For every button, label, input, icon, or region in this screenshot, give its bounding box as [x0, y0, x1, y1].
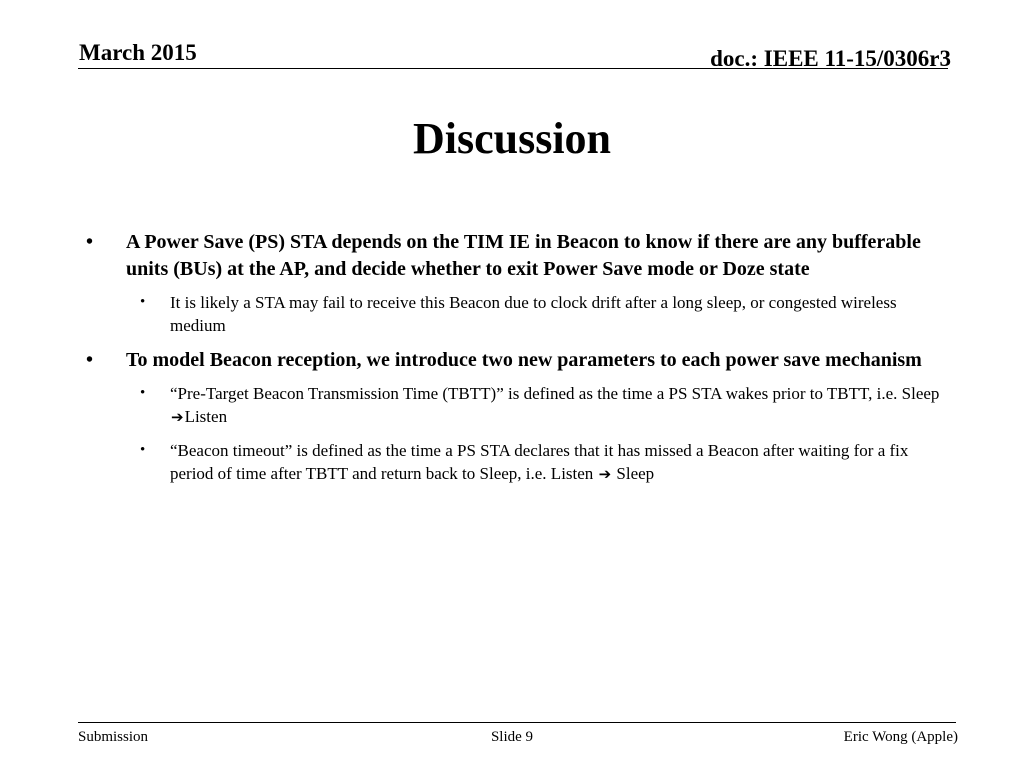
footer-submission: Submission: [78, 729, 149, 745]
header-divider: [78, 68, 948, 69]
sub-bullet-dot: •: [140, 385, 146, 401]
bullet-2: [85, 347, 945, 374]
slide-title: Discussion: [412, 114, 612, 163]
header-date: March 2015: [79, 40, 197, 65]
bullet-1: [85, 229, 945, 283]
bullet-2-sub-1-text-start: “Pre-Target Beacon Transmission Time (TBTT)” is defined as the time a PS STA wakes prior to TBTT, i.e. Sleep: [170, 384, 940, 403]
footer-divider: [78, 722, 956, 723]
bullet-2-sub-2-text-end: Sleep: [612, 464, 655, 483]
footer-slide-number: Slide 9: [490, 729, 534, 745]
bullet-1-sub-1: [126, 291, 945, 337]
bullet-2-sub-1-text-end: Listen: [184, 407, 228, 426]
sub-bullet-dot: •: [140, 442, 146, 458]
bullet-2-text: To model Beacon reception, we introduce two new parameters to each power save mechanism: [126, 349, 922, 371]
right-arrow-icon: ➔: [171, 408, 184, 426]
footer-author: Eric Wong (Apple): [843, 729, 958, 745]
slide-body: [85, 229, 945, 496]
bullet-dot: •: [86, 231, 94, 253]
bullet-1-text: A Power Save (PS) STA depends on the TIM IE in Beacon to know if there are any bufferable units (BUs) at the AP, and decide whether to exit Power Save mode or Doze state: [126, 231, 921, 280]
sub-bullet-dot: •: [140, 294, 146, 310]
bullet-2-sub-1: [126, 382, 945, 429]
bullet-1-sub-1-text: It is likely a STA may fail to receive this Beacon due to clock drift after a long sleep, or congested wireless medium: [170, 293, 897, 335]
bullet-2-sub-2-text-start: “Beacon timeout” is defined as the time a PS STA declares that it has missed a Beacon after waiting for a fix period of time after TBTT and return back to Sleep, i.e. Listen: [170, 441, 909, 483]
bullet-2-sub-2: [126, 439, 945, 486]
bullet-dot: •: [86, 349, 94, 371]
right-arrow-icon: ➔: [598, 465, 612, 483]
header-doc-id: doc.: IEEE 11-15/0306r3: [710, 46, 951, 71]
